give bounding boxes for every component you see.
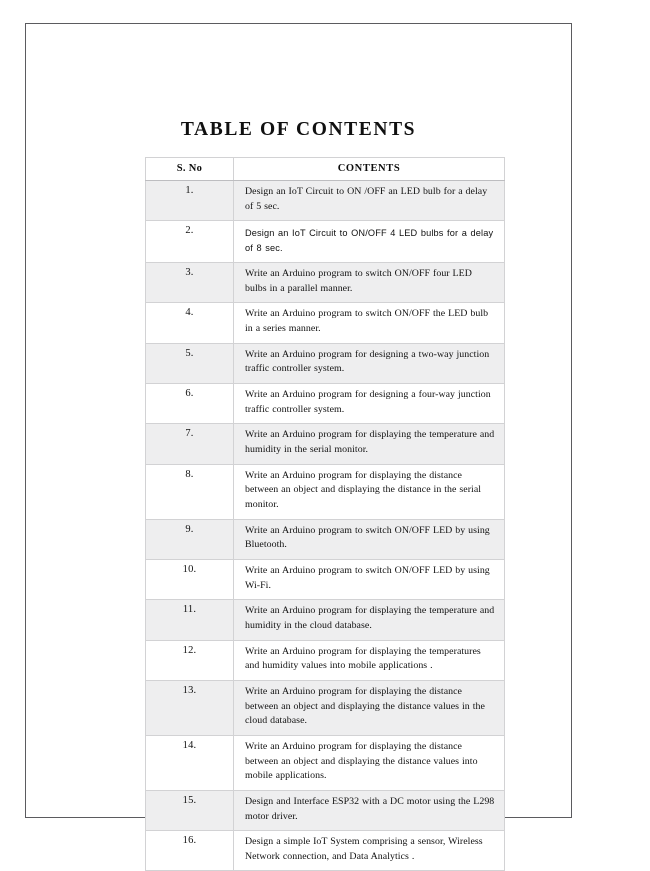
cell-contents: Write an Arduino program for displaying the temperature and humidity in the cloud database. [234, 600, 505, 640]
table-row [146, 600, 505, 640]
cell-contents: Design a simple IoT System comprising a sensor, Wireless Network connection, and Data Analytics . [234, 831, 505, 871]
cell-contents: Write an Arduino program for displaying the distance between an object and displaying the distance values into mobile applications. [234, 735, 505, 790]
table-row [146, 735, 505, 790]
cell-serial-number: 15. [146, 790, 234, 830]
table-row [146, 343, 505, 383]
page-title: TABLE OF CONTENTS [180, 119, 417, 140]
table-row [146, 680, 505, 735]
cell-contents: Write an Arduino program for designing a four-way junction traffic controller system. [234, 384, 505, 424]
cell-contents: Design an IoT Circuit to ON /OFF an LED bulb for a delay of 5 sec. [234, 181, 505, 221]
table-row [146, 384, 505, 424]
table-row [146, 464, 505, 519]
cell-contents: Write an Arduino program to switch ON/OFF LED by using Wi-Fi. [234, 559, 505, 599]
cell-contents: Write an Arduino program for displaying the distance between an object and displaying the distance in the serial monitor. [234, 464, 505, 519]
table-row [146, 424, 505, 464]
cell-serial-number: 3. [146, 263, 234, 303]
cell-contents: Write an Arduino program to switch ON/OFF LED by using Bluetooth. [234, 519, 505, 559]
cell-contents: Write an Arduino program for displaying the distance between an object and displaying the distance values in the cloud database. [234, 680, 505, 735]
cell-contents: Write an Arduino program for designing a two-way junction traffic controller system. [234, 343, 505, 383]
cell-serial-number: 8. [146, 464, 234, 519]
cell-contents: Write an Arduino program to switch ON/OFF four LED bulbs in a parallel manner. [234, 263, 505, 303]
page-frame [25, 23, 572, 862]
table-row [146, 559, 505, 599]
cell-contents: Write an Arduino program for displaying the temperature and humidity in the serial monitor. [234, 424, 505, 464]
cell-serial-number: 14. [146, 735, 234, 790]
table-row [146, 790, 505, 830]
cell-contents: Design and Interface ESP32 with a DC motor using the L298 motor driver. [234, 790, 505, 830]
table-row [146, 303, 505, 343]
cell-serial-number: 16. [146, 831, 234, 871]
cell-serial-number: 10. [146, 559, 234, 599]
table-row [146, 640, 505, 680]
cell-serial-number: 6. [146, 384, 234, 424]
cell-serial-number: 4. [146, 303, 234, 343]
cell-contents: Design an IoT Circuit to ON/OFF 4 LED bulbs for a delay of 8 sec. [234, 221, 505, 263]
cell-contents: Write an Arduino program to switch ON/OFF the LED bulb in a series manner. [234, 303, 505, 343]
table-row [146, 263, 505, 303]
cell-serial-number: 9. [146, 519, 234, 559]
cell-serial-number: 2. [146, 221, 234, 263]
cell-serial-number: 7. [146, 424, 234, 464]
table-header-row [146, 158, 505, 181]
column-header-contents: CONTENTS [234, 158, 505, 181]
table-header [146, 158, 505, 181]
cell-serial-number: 5. [146, 343, 234, 383]
cell-serial-number: 12. [146, 640, 234, 680]
table-row [146, 519, 505, 559]
table-row [146, 181, 505, 221]
cell-serial-number: 1. [146, 181, 234, 221]
cell-serial-number: 13. [146, 680, 234, 735]
table-row [146, 221, 505, 263]
table-of-contents [145, 157, 505, 871]
table-row [146, 831, 505, 871]
cell-contents: Write an Arduino program for displaying the temperatures and humidity values into mobile applications . [234, 640, 505, 680]
table-body [146, 181, 505, 871]
cell-serial-number: 11. [146, 600, 234, 640]
column-header-sno: S. No [146, 158, 234, 181]
